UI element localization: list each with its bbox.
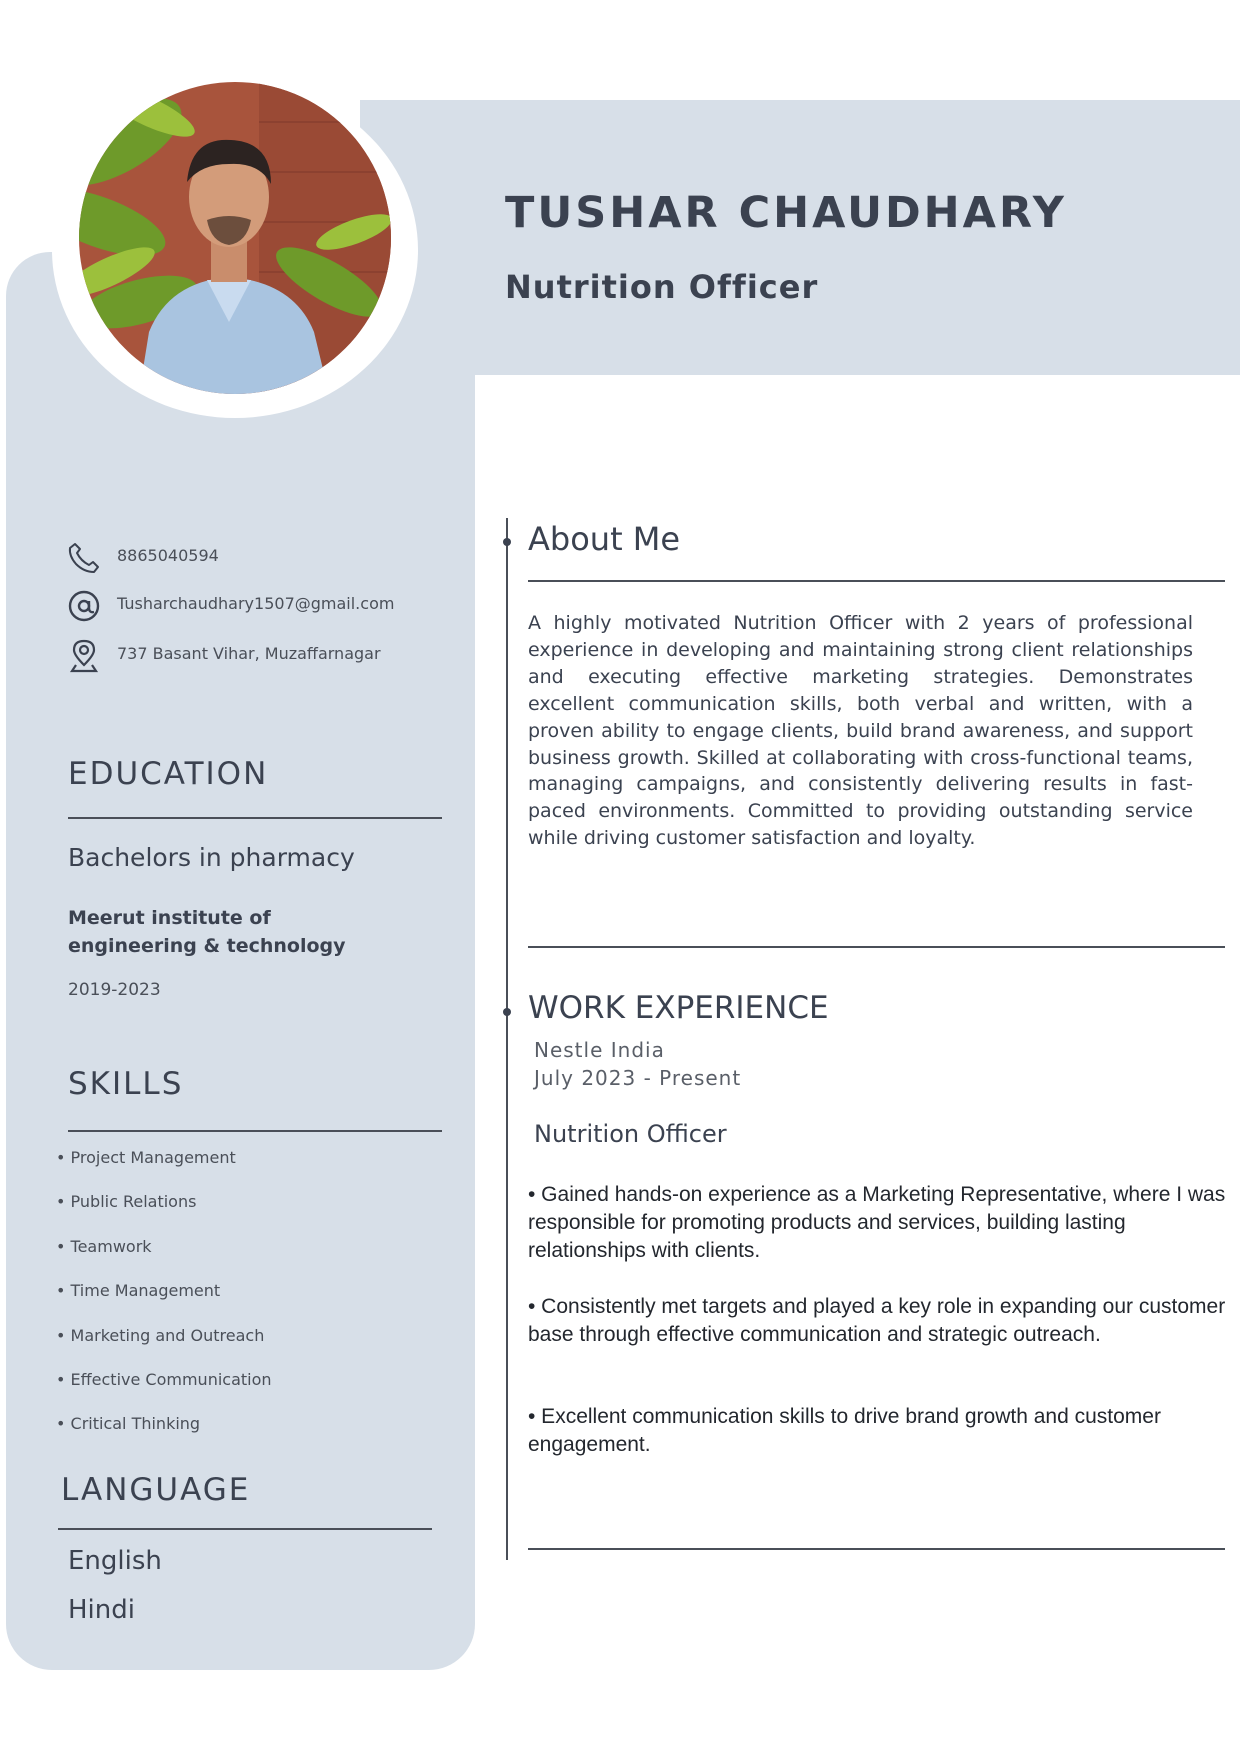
work-company: Nestle India [534, 1038, 665, 1062]
skill-item: • Public Relations [56, 1192, 197, 1212]
phone-number: 8865040594 [117, 546, 219, 565]
work-period: July 2023 - Present [534, 1066, 742, 1090]
skill-item: • Time Management [56, 1281, 221, 1301]
location-pin-icon [66, 638, 102, 674]
candidate-name: TUSHAR CHAUDHARY [505, 188, 1067, 238]
education-degree: Bachelors in pharmacy [68, 843, 355, 872]
work-bottom-divider [528, 1548, 1225, 1550]
timeline-line [506, 518, 508, 1560]
skills-divider [68, 1130, 442, 1132]
about-divider [528, 580, 1225, 582]
at-sign-icon [66, 588, 102, 624]
education-institution: Meerut institute of engineering & technology [68, 907, 346, 957]
skill-item: • Project Management [56, 1148, 236, 1167]
home-address: 737 Basant Vihar, Muzaffarnagar [117, 644, 381, 663]
work-experience-heading: WORK EXPERIENCE [528, 990, 829, 1026]
skill-item: • Critical Thinking [56, 1414, 201, 1434]
about-heading: About Me [528, 520, 681, 558]
work-bullet: • Consistently met targets and played a key role in expanding our customer base through effective communication and strategic outreach. [528, 1295, 1226, 1346]
timeline-dot [503, 538, 511, 546]
education-divider [68, 817, 442, 819]
about-bottom-divider [528, 946, 1225, 948]
job-title: Nutrition Officer [505, 268, 819, 306]
about-text: A highly motivated Nutrition Officer with 2 years of professional experience in developing and maintaining strong client relationships and executing effective marketing strategies. Demonstrates excellent communication skills, both verbal and written, with a proven ability to engage clients, build brand awareness, and support business growth. Skilled at collaborating with cross-functional teams, managing campaigns, and consistently delivering results in fast-paced environments. Committed to providing outstanding service while driving customer satisfaction and loyalty. [528, 612, 1193, 850]
language-heading: LANGUAGE [61, 1472, 251, 1508]
education-years: 2019-2023 [68, 980, 161, 1000]
education-heading: EDUCATION [68, 756, 269, 792]
timeline-dot [503, 1008, 511, 1016]
skills-list [56, 1148, 272, 1459]
email-address: Tusharchaudhary1507@gmail.com [117, 594, 395, 613]
skill-item: • Teamwork [56, 1236, 152, 1256]
language-item: English [68, 1546, 162, 1576]
language-item: Hindi [68, 1595, 135, 1625]
work-role: Nutrition Officer [534, 1120, 727, 1148]
work-bullet: • Excellent communication skills to drive brand growth and customer engagement. [528, 1405, 1161, 1456]
skill-item: • Marketing and Outreach [56, 1325, 265, 1345]
skills-heading: SKILLS [68, 1066, 184, 1102]
work-bullet: • Gained hands-on experience as a Marketing Representative, where I was responsible for promoting products and services, building lasting relationships with clients. [528, 1183, 1226, 1262]
phone-icon [66, 540, 102, 576]
skill-item: • Effective Communication [56, 1369, 272, 1389]
language-divider [58, 1528, 432, 1530]
profile-photo [79, 82, 391, 394]
